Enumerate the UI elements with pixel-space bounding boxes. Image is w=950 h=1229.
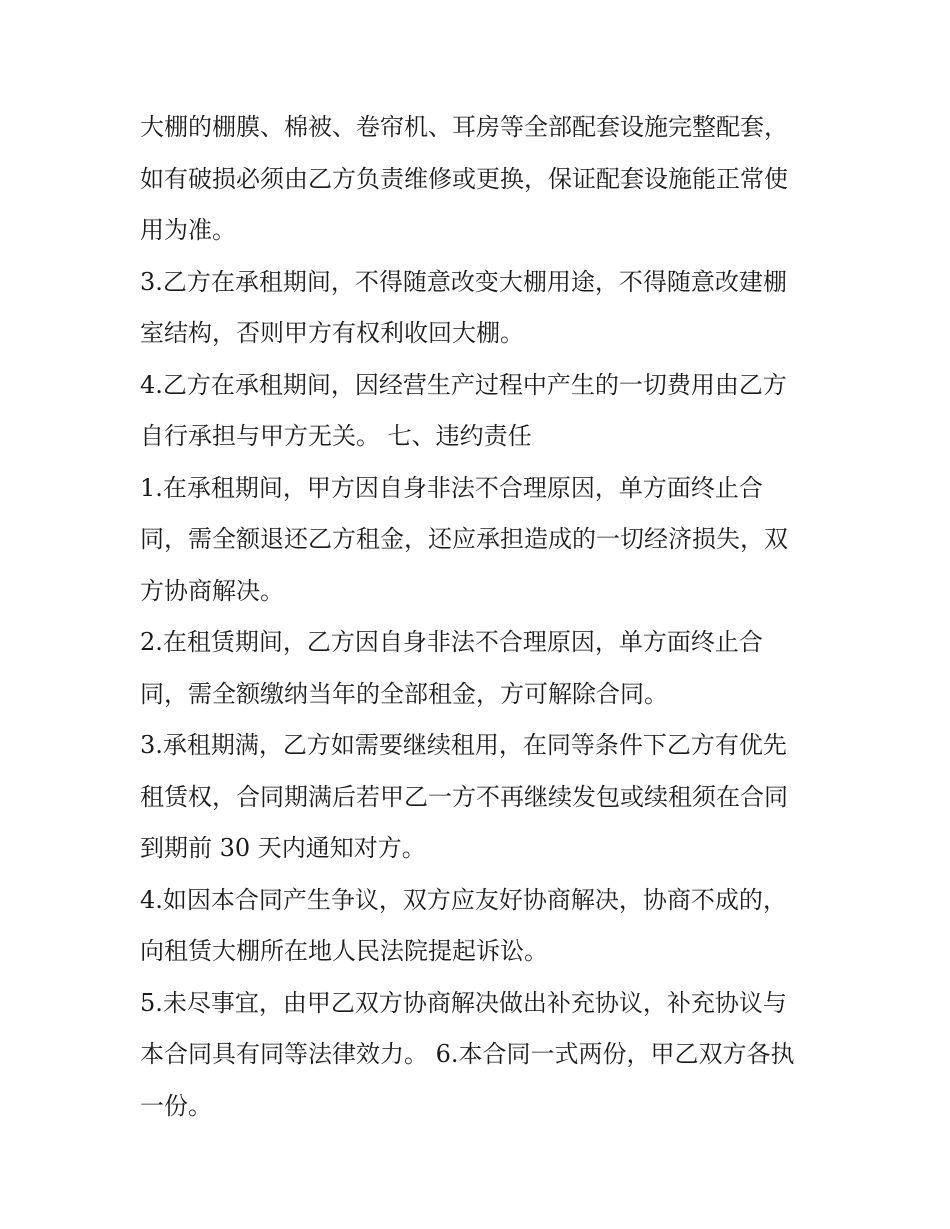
text-line-13: 3.承租期满，乙方如需要继续租用，在同等条件下乙方有优先 — [140, 731, 787, 759]
text-line-16: 4.如因本合同产生争议，双方应友好协商解决，协商不成的， — [140, 885, 787, 914]
text-line-7: 自行承担与甲方无关。 七、违约责任 — [140, 422, 532, 450]
text-line-6: 4.乙方在承租期间，因经营生产过程中产生的一切费用由乙方 — [140, 370, 787, 399]
text-line-15: 到期前 30 天内通知对方。 — [140, 834, 426, 862]
text-line-19: 本合同具有同等法律效力。 6.本合同一式两份，甲乙双方各执 — [140, 1040, 795, 1068]
text-line-20: 一份。 — [140, 1091, 212, 1120]
text-line-3: 用为准。 — [140, 216, 236, 244]
text-line-5: 室结构，否则甲方有权利收回大棚。 — [140, 319, 524, 347]
text-line-2: 如有破损必须由乙方负责维修或更换，保证配套设施能正常使 — [140, 164, 788, 193]
document-body — [140, 102, 820, 1132]
text-line-8: 1.在承租期间，甲方因自身非法不合理原因，单方面终止合 — [140, 473, 763, 502]
text-line-11: 2.在租赁期间，乙方因自身非法不合理原因，单方面终止合 — [140, 628, 763, 656]
text-line-14: 租赁权，合同期满后若甲乙一方不再继续发包或续租须在合同 — [140, 782, 788, 811]
text-line-9: 同，需全额退还乙方租金，还应承担造成的一切经济损失，双 — [140, 525, 788, 553]
text-line-1: 大棚的棚膜、棉被、卷帘机、耳房等全部配套设施完整配套， — [140, 113, 788, 141]
text-line-17: 向租赁大棚所在地人民法院提起诉讼。 — [140, 937, 548, 965]
text-line-12: 同，需全额缴纳当年的全部租金，方可解除合同。 — [140, 679, 668, 708]
text-line-4: 3.乙方在承租期间，不得随意改变大棚用途，不得随意改建棚 — [140, 267, 787, 296]
text-line-10: 方协商解决。 — [140, 576, 284, 605]
text-line-18: 5.未尽事宜，由甲乙双方协商解决做出补充协议，补充协议与 — [140, 988, 787, 1017]
